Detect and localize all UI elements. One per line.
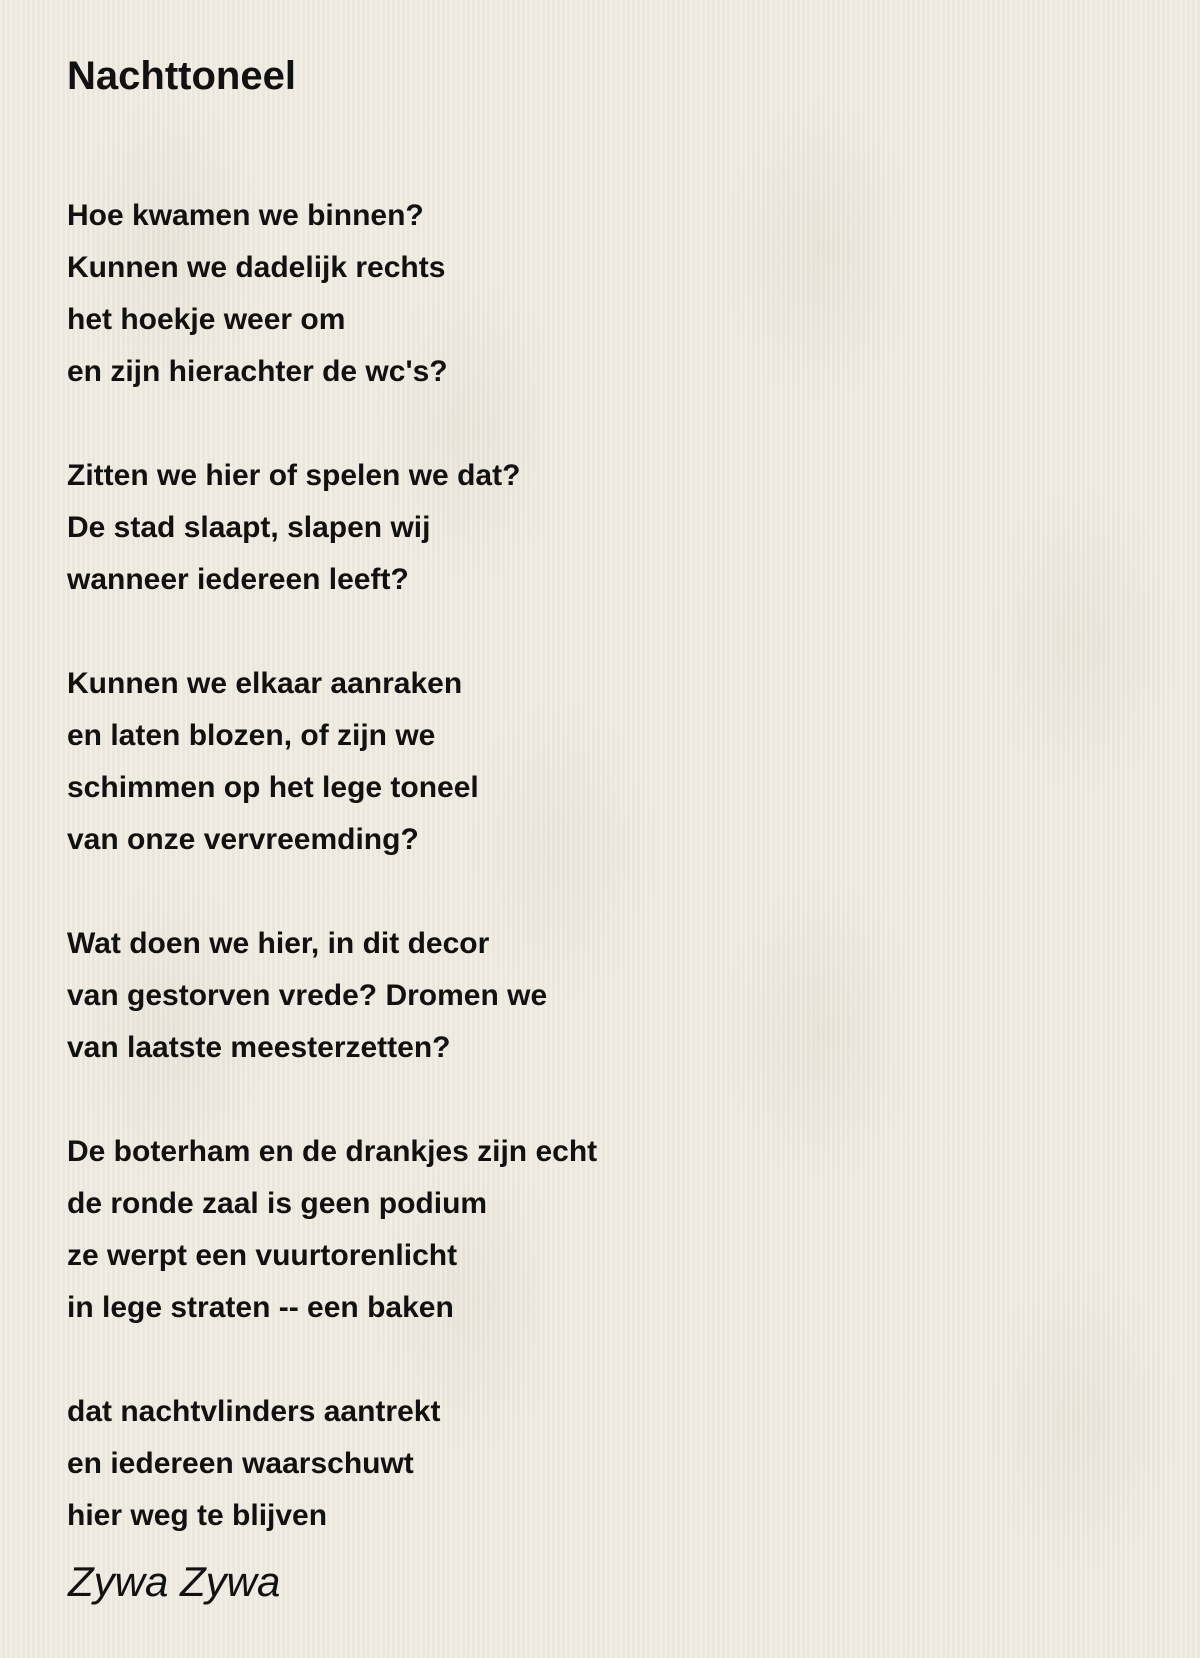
poem-line: Kunnen we elkaar aanraken	[67, 667, 463, 700]
poem-line: hier weg te blijven	[67, 1499, 328, 1532]
poem-line: het hoekje weer om	[67, 303, 346, 336]
poem-body	[67, 190, 1147, 1542]
poem-line: De boterham en de drankjes zijn echt	[67, 1135, 598, 1168]
poem-line: de ronde zaal is geen podium	[67, 1187, 488, 1220]
poem-line: van laatste meesterzetten?	[67, 1031, 451, 1064]
poem-line: in lege straten -- een baken	[67, 1291, 454, 1324]
stanza-5	[67, 1126, 1147, 1334]
poem-line: wanneer iedereen leeft?	[67, 563, 409, 596]
stanza-1	[67, 190, 1147, 398]
poem-line: van onze vervreemding?	[67, 823, 419, 856]
stanza-4	[67, 918, 1147, 1074]
poem-line: en laten blozen, of zijn we	[67, 719, 436, 752]
poem-author: Zywa Zywa	[68, 1558, 281, 1605]
poem-line: en zijn hierachter de wc's?	[67, 355, 448, 388]
poem-line: De stad slaapt, slapen wij	[67, 511, 431, 544]
poem-line: dat nachtvlinders aantrekt	[67, 1395, 441, 1428]
poem-title: Nachttoneel	[67, 54, 296, 98]
poem-line: en iedereen waarschuwt	[67, 1447, 414, 1480]
poem-line: Hoe kwamen we binnen?	[67, 199, 424, 232]
poem-line: ze werpt een vuurtorenlicht	[67, 1239, 458, 1272]
poem-line: van gestorven vrede? Dromen we	[67, 979, 548, 1012]
poem-line: Wat doen we hier, in dit decor	[67, 927, 490, 960]
poem-card	[67, 44, 1147, 1542]
poem-line: schimmen op het lege toneel	[67, 771, 479, 804]
stanza-3	[67, 658, 1147, 866]
poem-line: Kunnen we dadelijk rechts	[67, 251, 446, 284]
stanza-6	[67, 1386, 1147, 1542]
poem-line: Zitten we hier of spelen we dat?	[67, 459, 521, 492]
stanza-2	[67, 450, 1147, 606]
